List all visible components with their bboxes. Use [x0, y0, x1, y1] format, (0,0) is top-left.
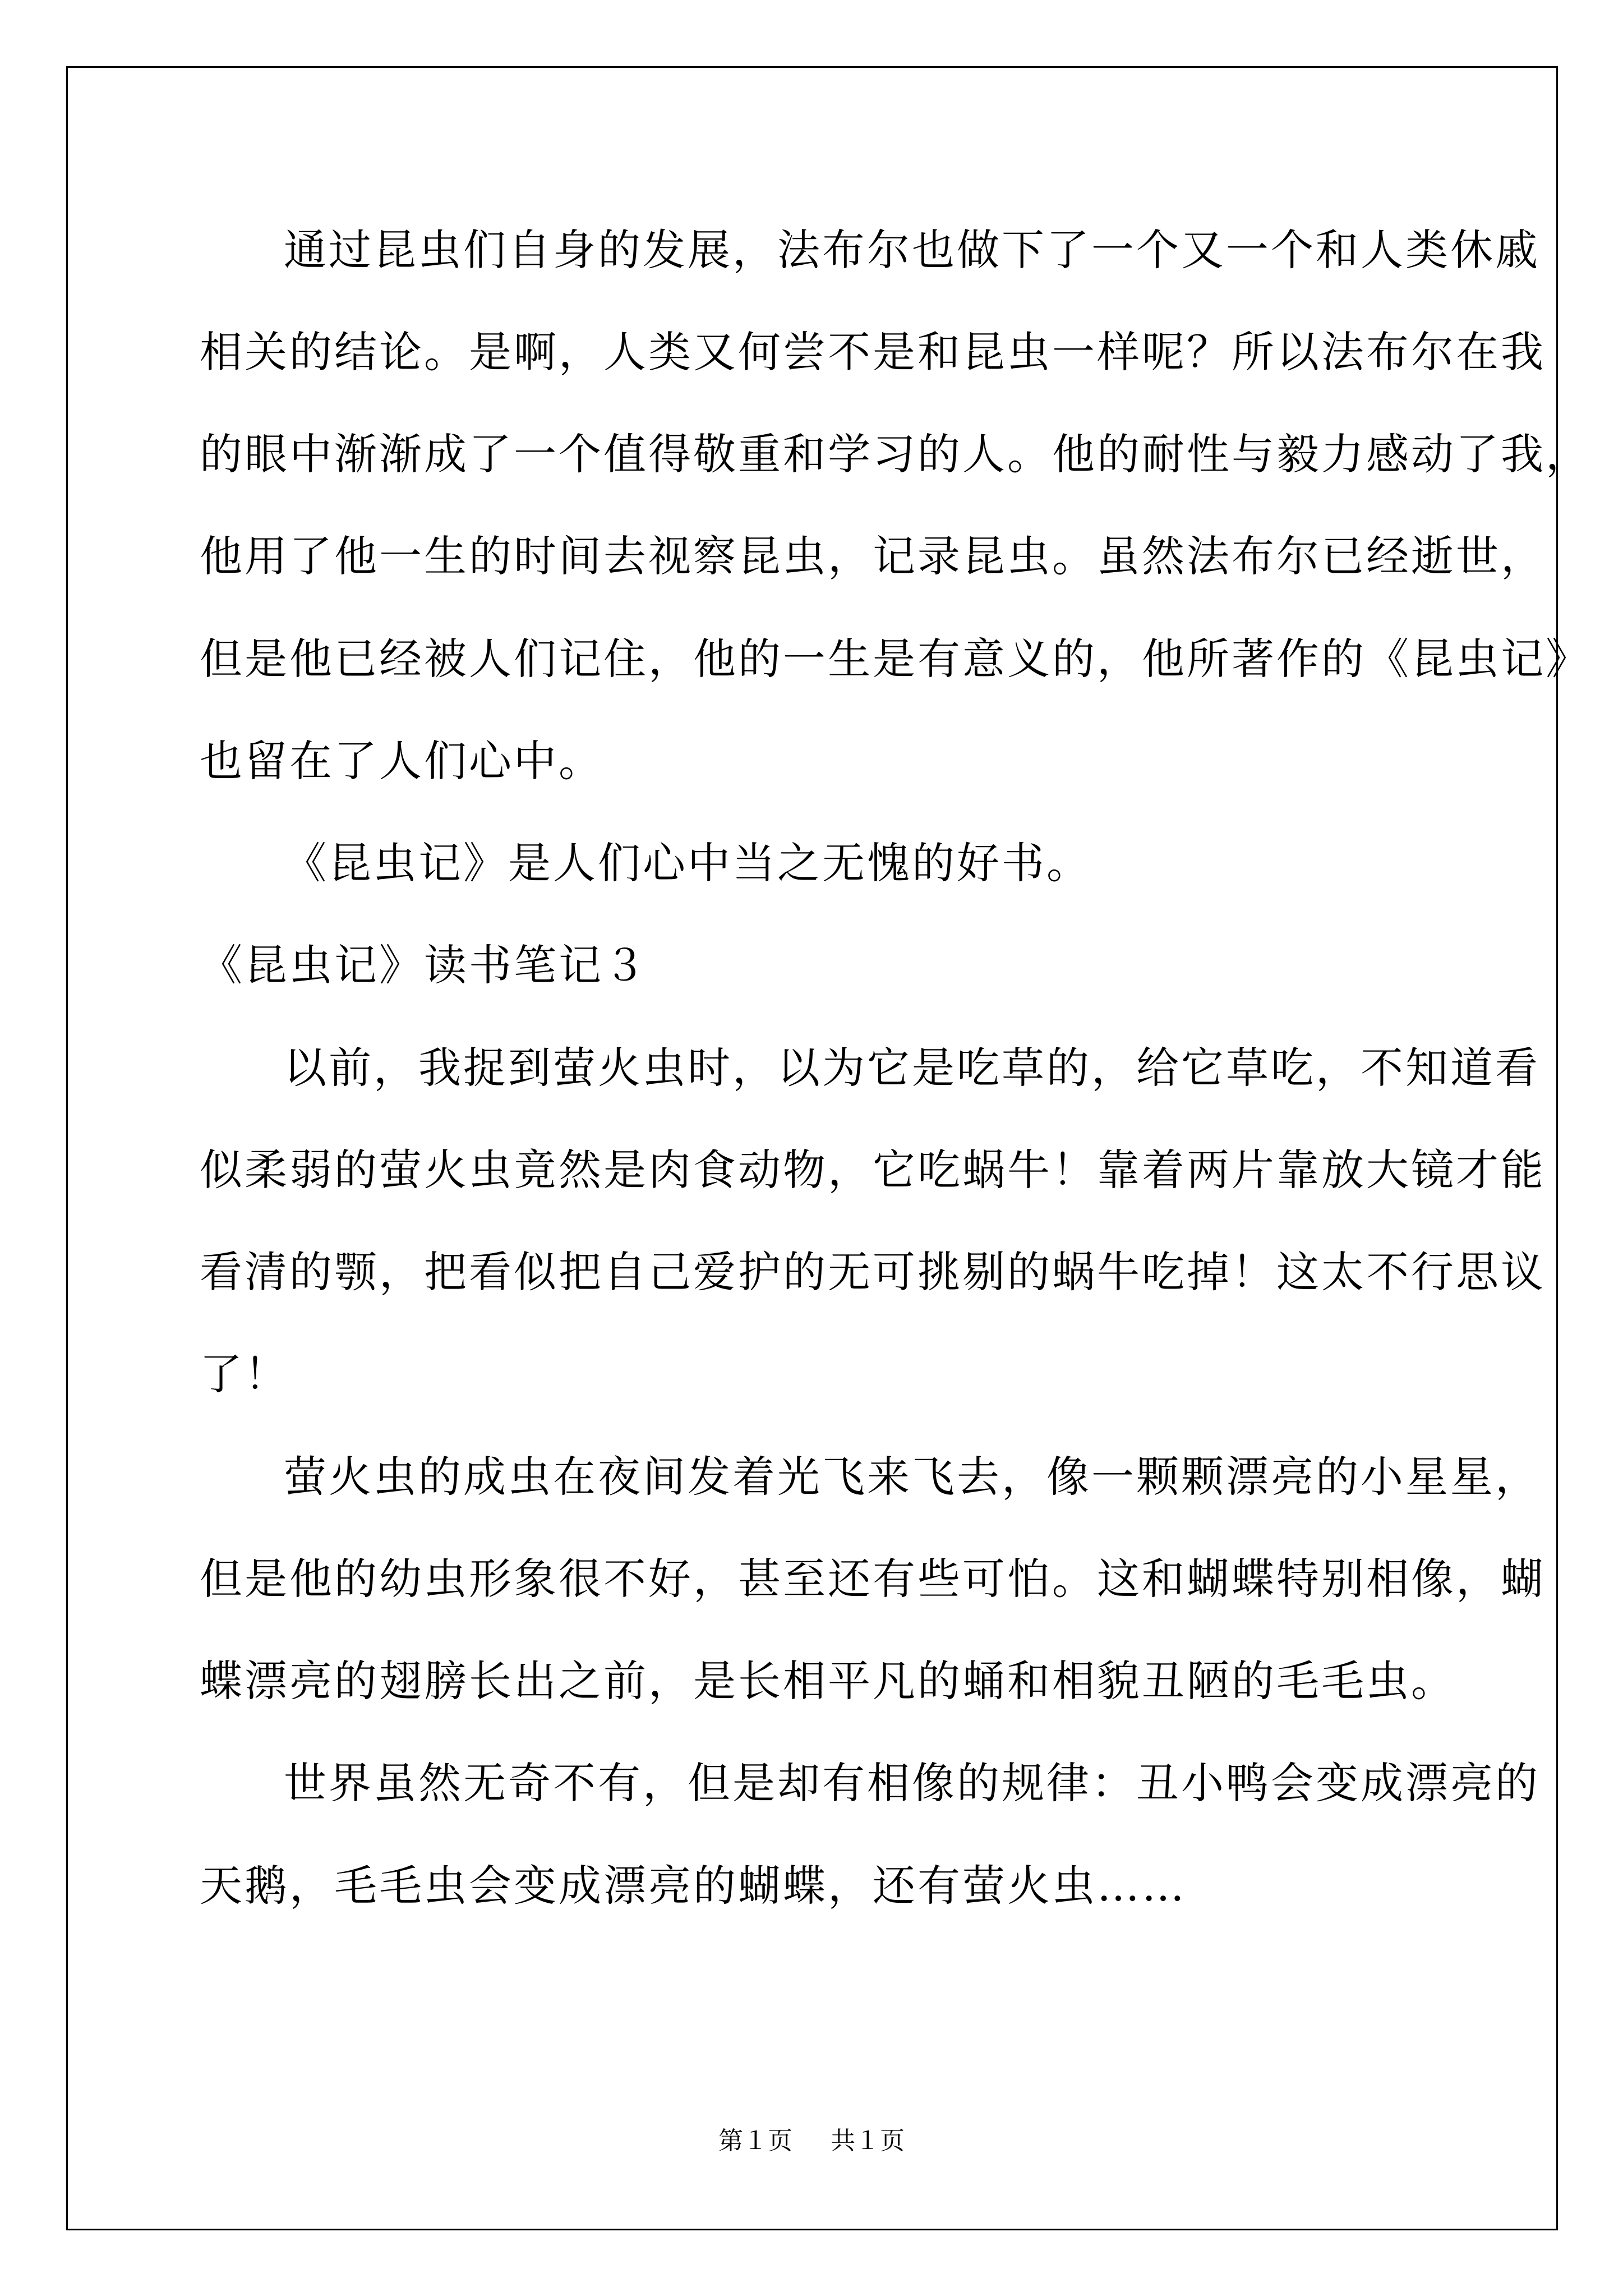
- paragraph-line: 以前，我捉到萤火虫时，以为它是吃草的，给它草吃，不知道看: [284, 1043, 1540, 1093]
- paragraph-line: 蝶漂亮的翅膀长出之前，是长相平凡的蛹和相貌丑陋的毛毛虫。: [200, 1656, 1456, 1706]
- paragraph-line: 看清的颚，把看似把自己爱护的无可挑剔的蜗牛吃掉！这太不行思议: [200, 1247, 1546, 1297]
- page-footer: [0, 2129, 1623, 2154]
- page-number: 第１页: [718, 2127, 792, 2155]
- paragraph-line: 通过昆虫们自身的发展，法布尔也做下了一个又一个和人类休戚: [284, 225, 1540, 275]
- paragraph-line: 了！: [200, 1349, 289, 1399]
- page-total: 共１页: [831, 2127, 905, 2155]
- paragraph-line: 似柔弱的萤火虫竟然是肉食动物，它吃蜗牛！靠着两片靠放大镜才能: [200, 1145, 1546, 1195]
- paragraph-line: 萤火虫的成虫在夜间发着光飞来飞去，像一颗颗漂亮的小星星，: [284, 1452, 1540, 1502]
- paragraph-line: 的眼中渐渐成了一个值得敬重和学习的人。他的耐性与毅力感动了我，: [200, 429, 1590, 479]
- paragraph-line: 也留在了人们心中。: [200, 736, 603, 786]
- paragraph-line: 《昆虫记》是人们心中当之无愧的好书。: [284, 838, 1091, 888]
- paragraph-line: 他用了他一生的时间去视察昆虫，记录昆虫。虽然法布尔已经逝世，: [200, 531, 1546, 581]
- paragraph-line: 但是他已经被人们记住，他的一生是有意义的，他所著作的《昆虫记》: [200, 634, 1590, 684]
- paragraph-line: 天鹅，毛毛虫会变成漂亮的蝴蝶，还有萤火虫……: [200, 1861, 1187, 1911]
- section-heading: 《昆虫记》读书笔记３: [200, 940, 648, 990]
- paragraph-line: 但是他的幼虫形象很不好，甚至还有些可怕。这和蝴蝶特别相像，蝴: [200, 1554, 1546, 1604]
- paragraph-line: 相关的结论。是啊，人类又何尝不是和昆虫一样呢？所以法布尔在我: [200, 327, 1546, 377]
- paragraph-line: 世界虽然无奇不有，但是却有相像的规律：丑小鸭会变成漂亮的: [284, 1758, 1540, 1808]
